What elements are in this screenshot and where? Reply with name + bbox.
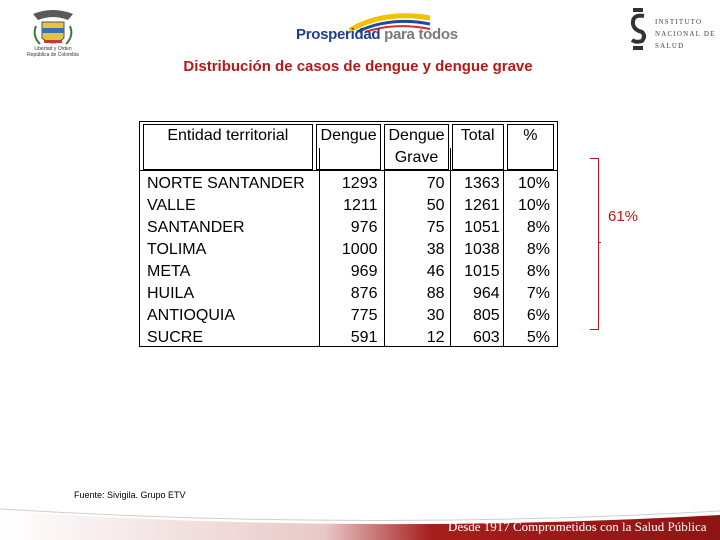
coat-caption-line-1: Libertad y Orden	[34, 46, 72, 52]
table-row	[143, 195, 554, 217]
table-row	[143, 170, 554, 195]
prosperidad-word: Prosperidad	[296, 26, 381, 43]
cell-dengue: 1211	[343, 197, 378, 214]
cell-percent: 7%	[526, 285, 550, 302]
cell-percent: 10%	[517, 175, 550, 192]
cell-percent: 8%	[526, 241, 550, 258]
table-header-row	[143, 124, 554, 170]
cell-dengue: 775	[350, 307, 378, 324]
coat-caption-line-2: República de Colombia	[27, 52, 79, 58]
table-row	[143, 217, 554, 239]
column-divider	[384, 148, 385, 346]
column-divider	[319, 148, 320, 346]
cell-percent: 5%	[526, 329, 550, 346]
cell-dengue-grave: 70	[426, 175, 445, 192]
column-divider	[450, 148, 451, 346]
header-entidad: Entidad territorial	[143, 124, 313, 170]
cell-dengue-grave: 50	[426, 197, 445, 214]
cell-entidad: TOLIMA	[147, 241, 207, 258]
cell-total: 805	[472, 307, 500, 324]
footer-text: Desde 1917 Comprometidos con la Salud Pública	[448, 519, 707, 534]
bracket-tick	[598, 242, 601, 243]
table-row	[143, 327, 554, 349]
header-divider	[140, 170, 557, 171]
cell-total: 1051	[464, 219, 500, 236]
bracket-percent-label: 61%	[608, 208, 639, 225]
ins-logo-icon	[630, 8, 648, 50]
cell-total: 1261	[464, 197, 500, 214]
cell-total: 964	[472, 285, 500, 302]
cell-total: 603	[472, 329, 500, 346]
cell-percent: 6%	[526, 307, 550, 324]
cell-percent: 8%	[526, 219, 550, 236]
cell-percent: 8%	[526, 263, 550, 280]
cell-percent: 10%	[517, 197, 550, 214]
cell-dengue: 1293	[341, 175, 378, 192]
ins-line-2: NACIONAL DE	[655, 30, 716, 38]
cell-dengue: 1000	[341, 241, 378, 258]
table-row	[143, 305, 554, 327]
cases-table-grid	[140, 124, 557, 349]
ins-line-3: SALUD	[655, 42, 685, 50]
cell-dengue-grave: 46	[426, 263, 445, 280]
table-row	[143, 283, 554, 305]
cell-dengue: 591	[350, 329, 378, 346]
cell-dengue-grave: 12	[426, 329, 445, 346]
header-total: Total	[452, 124, 504, 170]
table-row	[143, 261, 554, 283]
cell-dengue: 876	[350, 285, 378, 302]
cell-dengue-grave: 88	[426, 285, 445, 302]
cell-entidad: ANTIOQUIA	[147, 307, 236, 324]
source-note: Fuente: Sivigila. Grupo ETV	[74, 490, 186, 500]
cell-dengue-grave: 30	[426, 307, 445, 324]
cell-total: 1363	[464, 175, 500, 192]
prosperidad-logo	[296, 26, 458, 43]
para-todos-word: para todos	[380, 26, 458, 43]
ins-name	[655, 16, 716, 52]
page-title: Distribución de casos de dengue y dengue grave	[183, 58, 533, 75]
ins-line-1: INSTITUTO	[655, 18, 703, 26]
coat-caption	[18, 46, 88, 58]
header-dengue-grave: Dengue Grave	[384, 124, 448, 170]
cell-dengue: 976	[350, 219, 378, 236]
cell-total: 1015	[464, 263, 500, 280]
column-divider	[503, 148, 504, 346]
cell-entidad: HUILA	[147, 285, 195, 302]
cases-table	[139, 121, 558, 347]
cell-entidad: META	[147, 263, 191, 280]
cell-total: 1038	[464, 241, 500, 258]
cell-dengue: 969	[350, 263, 378, 280]
cell-entidad: VALLE	[147, 197, 196, 214]
cell-entidad: SANTANDER	[147, 219, 245, 236]
cell-entidad: SUCRE	[147, 329, 204, 346]
cell-dengue-grave: 75	[426, 219, 445, 236]
table-row	[143, 239, 554, 261]
bracket	[590, 158, 599, 330]
header-dengue: Dengue	[316, 124, 382, 170]
header-percent: %	[507, 124, 554, 170]
cell-entidad: NORTE SANTANDER	[147, 175, 305, 192]
cell-dengue-grave: 38	[426, 241, 445, 258]
